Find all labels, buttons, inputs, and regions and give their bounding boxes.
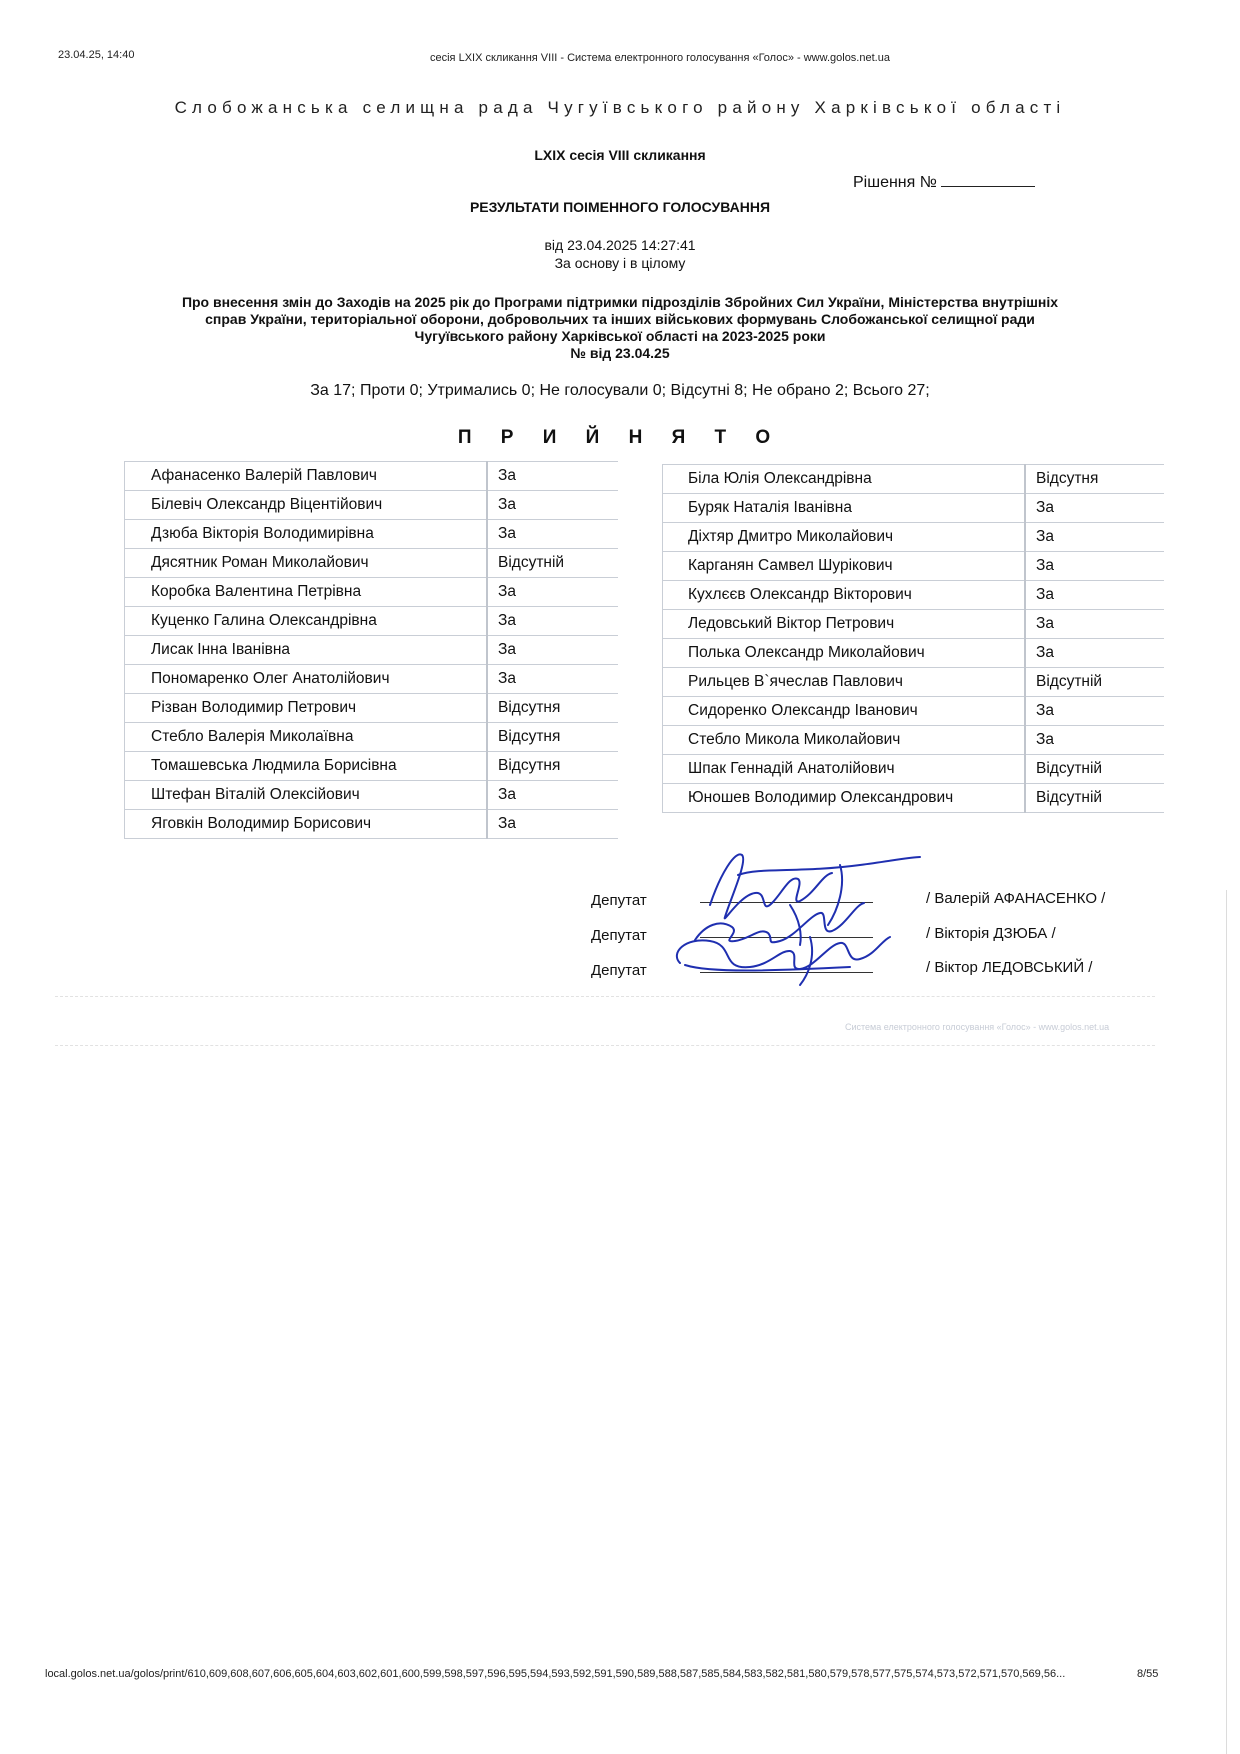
deputy-vote: Відсутня: [487, 752, 618, 781]
deputy-name: Лисак Інна Іванівна: [125, 636, 488, 665]
deputy-vote: За: [487, 781, 618, 810]
table-row: [125, 462, 619, 491]
table-row: [663, 784, 1165, 813]
table-row: [125, 694, 619, 723]
table-row: [125, 491, 619, 520]
print-footer-page: 8/55: [1137, 1668, 1159, 1680]
table-row: [663, 726, 1165, 755]
vote-tally: За 17; Проти 0; Утримались 0; Не голосували 0; Відсутні 8; Не обрано 2; Всього 27;: [310, 382, 930, 399]
deputy-name: Білевіч Олександр Віцентійович: [125, 491, 488, 520]
deputy-name: Афанасенко Валерій Павлович: [125, 462, 488, 491]
deputy-vote: За: [1025, 697, 1164, 726]
deputy-vote: За: [1025, 581, 1164, 610]
table-row: [125, 752, 619, 781]
signature-label: Депутат: [591, 927, 647, 944]
deputy-vote: Відсутній: [1025, 784, 1164, 813]
decision-number: [853, 172, 1035, 192]
deputy-vote: За: [1025, 494, 1164, 523]
deputy-name: Біла Юлія Олександрівна: [663, 465, 1026, 494]
table-row: [663, 523, 1165, 552]
deputy-vote: Відсутній: [1025, 755, 1164, 784]
deputy-name: Кухлєєв Олександр Вікторович: [663, 581, 1026, 610]
table-row: [125, 665, 619, 694]
signature-label: Депутат: [591, 892, 647, 909]
votes-table-right: [662, 464, 1164, 813]
watermark-text: Система електронного голосування «Голос» - www.golos.net.ua: [845, 1022, 1110, 1032]
deputy-vote: За: [487, 810, 618, 839]
divider: [55, 1045, 1155, 1046]
table-row: [125, 636, 619, 665]
deputy-vote: За: [1025, 639, 1164, 668]
deputy-name: Куценко Галина Олександрівна: [125, 607, 488, 636]
deputy-vote: За: [487, 607, 618, 636]
handwritten-signatures-icon: [650, 845, 950, 995]
deputy-name: Дзюба Вікторія Володимирівна: [125, 520, 488, 549]
scan-edge: [1226, 890, 1227, 1754]
table-row: [663, 697, 1165, 726]
deputy-vote: За: [487, 462, 618, 491]
results-title: РЕЗУЛЬТАТИ ПОІМЕННОГО ГОЛОСУВАННЯ: [469, 199, 771, 215]
print-header-title: сесія LXIX скликання VIII - Система електронного голосування «Голос» - www.golos.net.ua: [430, 52, 890, 64]
deputy-vote: Відсутня: [487, 694, 618, 723]
vote-basis: За основу і в цілому: [554, 255, 686, 271]
table-row: [663, 494, 1165, 523]
deputy-vote: Відсутня: [487, 723, 618, 752]
deputy-name: Томашевська Людмила Борисівна: [125, 752, 488, 781]
deputy-name: Ледовський Віктор Петрович: [663, 610, 1026, 639]
deputy-name: Стебло Валерія Миколаївна: [125, 723, 488, 752]
deputy-name: Яговкін Володимир Борисович: [125, 810, 488, 839]
deputy-name: Стебло Микола Миколайович: [663, 726, 1026, 755]
deputy-vote: За: [487, 491, 618, 520]
signature-name: / Вікторія ДЗЮБА /: [926, 925, 1056, 942]
deputy-name: Рильцев В`ячеслав Павлович: [663, 668, 1026, 697]
deputy-vote: За: [1025, 552, 1164, 581]
table-row: [663, 581, 1165, 610]
subject-line: № від 23.04.25: [570, 345, 670, 361]
table-row: [663, 668, 1165, 697]
table-row: [125, 607, 619, 636]
deputy-name: Штефан Віталій Олексійович: [125, 781, 488, 810]
deputy-name: Пономаренко Олег Анатолійович: [125, 665, 488, 694]
deputy-name: Шпак Геннадій Анатолійович: [663, 755, 1026, 784]
print-footer-url: local.golos.net.ua/golos/print/610,609,608,607,606,605,604,603,602,601,600,599,598,597,596,595,594,593,592,591,590,589,588,587,585,584,583,582,581,580,579,578,577,575,574,573,572,571,570,569,56...: [45, 1668, 1066, 1680]
table-row: [125, 549, 619, 578]
vote-date: від 23.04.2025 14:27:41: [544, 237, 696, 253]
subject-line: Чугуївського району Харківської області на 2023-2025 роки: [414, 328, 826, 344]
deputy-name: Різван Володимир Петрович: [125, 694, 488, 723]
signature-label: Депутат: [591, 962, 647, 979]
council-name: Слобожанська селищна рада Чугуївського району Харківської області: [174, 98, 1066, 117]
deputy-name: Дясятник Роман Миколайович: [125, 549, 488, 578]
signature-name: / Валерій АФАНАСЕНКО /: [926, 890, 1106, 907]
table-row: [663, 755, 1165, 784]
deputy-name: Сидоренко Олександр Іванович: [663, 697, 1026, 726]
subject-line: справ України, територіальної оборони, добровольчих та інших військових формувань Слобожанської селищної ради: [205, 311, 1035, 327]
deputy-vote: За: [1025, 610, 1164, 639]
deputy-name: Полька Олександр Миколайович: [663, 639, 1026, 668]
session-title: LXIX сесія VIII скликання: [534, 147, 706, 163]
deputy-name: Коробка Валентина Петрівна: [125, 578, 488, 607]
table-row: [663, 552, 1165, 581]
deputy-vote: Відсутній: [487, 549, 618, 578]
table-row: [663, 610, 1165, 639]
table-row: [125, 578, 619, 607]
deputy-vote: За: [487, 520, 618, 549]
vote-result: П Р И Й Н Я Т О: [457, 427, 783, 448]
deputy-vote: Відсутня: [1025, 465, 1164, 494]
deputy-name: Буряк Наталія Іванівна: [663, 494, 1026, 523]
table-row: [125, 810, 619, 839]
print-timestamp: 23.04.25, 14:40: [58, 49, 135, 61]
subject-line: Про внесення змін до Заходів на 2025 рік до Програми підтримки підрозділів Збройних Сил України, Міністерства внутрішніх: [181, 294, 1059, 310]
signature-name: / Віктор ЛЕДОВСЬКИЙ /: [926, 959, 1093, 976]
deputy-vote: За: [1025, 523, 1164, 552]
deputy-name: Юношев Володимир Олександрович: [663, 784, 1026, 813]
table-row: [663, 639, 1165, 668]
deputy-vote: За: [487, 665, 618, 694]
decision-subject: [0, 294, 1240, 362]
deputy-name: Карганян Самвел Шурікович: [663, 552, 1026, 581]
votes-table-left: [124, 461, 618, 839]
deputy-name: Діхтяр Дмитро Миколайович: [663, 523, 1026, 552]
deputy-vote: За: [487, 636, 618, 665]
table-row: [125, 520, 619, 549]
divider: [55, 996, 1155, 997]
deputy-vote: За: [487, 578, 618, 607]
decision-number-label: Рішення №: [853, 174, 937, 191]
table-row: [663, 465, 1165, 494]
table-row: [125, 723, 619, 752]
table-row: [125, 781, 619, 810]
decision-number-blank: [941, 172, 1035, 187]
deputy-vote: Відсутній: [1025, 668, 1164, 697]
deputy-vote: За: [1025, 726, 1164, 755]
